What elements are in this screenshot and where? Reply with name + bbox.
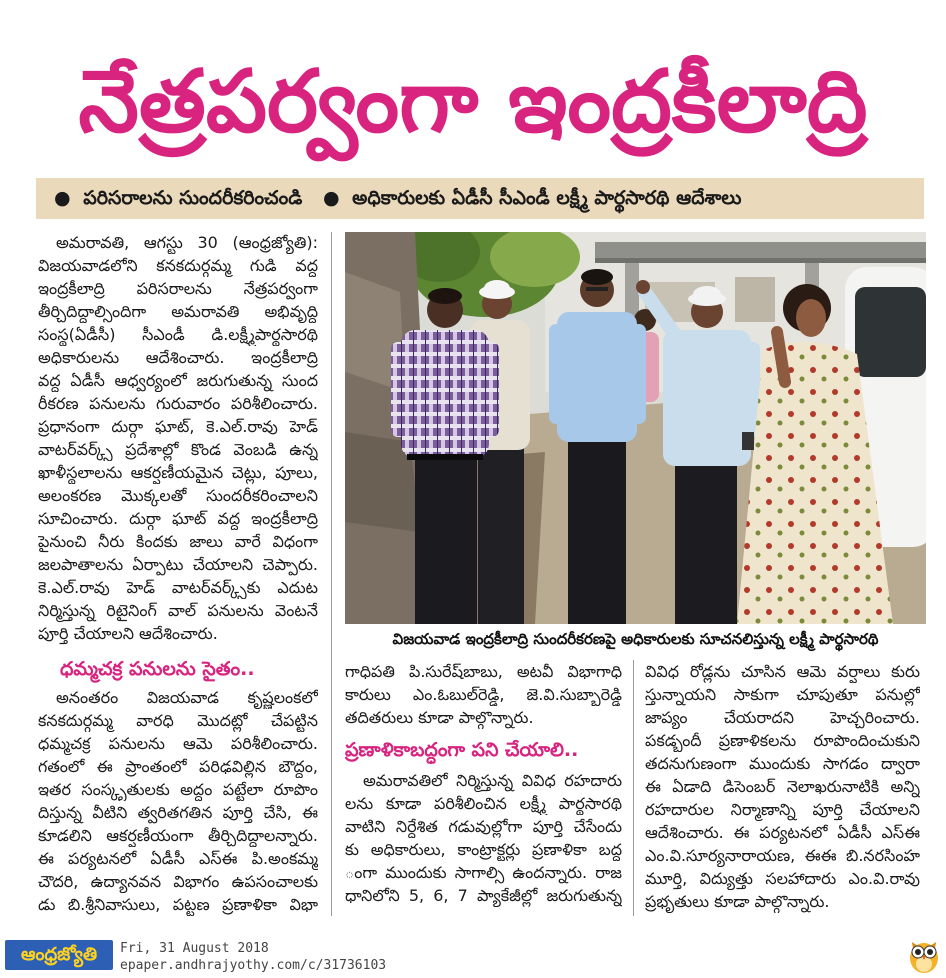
text-line: పూర్తి చేయాలని ఆదేశించారు. <box>38 624 218 643</box>
text-line: వాటర్‌వర్క్స్ ప్రదేశాల్లో కొండ వెంబడి ఉన్న <box>38 440 318 459</box>
text-line: కనకదుర్గమ్మ వారధి మొదట్లో చేపట్టిన <box>38 711 318 730</box>
text-line: గాధిపతి పి.సురేష్‌బాబు, అటవీ విభాగాధి <box>345 662 622 681</box>
owl-icon <box>906 936 942 974</box>
hand <box>636 280 650 294</box>
text-line: ప్రధానంగా దుర్గా ఘాట్, కె.ఎల్.రావు హెడ్ <box>38 417 318 436</box>
text-line: జలపాతాలను ఏర్పాటు చేయాలని చెప్పారు. <box>38 555 318 574</box>
trousers <box>478 444 524 624</box>
flyover-deck <box>595 242 926 258</box>
text-line: డు బి.శ్రీనివాసులు, పట్టణ ప్రణాళికా విభా <box>38 895 318 914</box>
text-line: ధానిలోని 5, 6, 7 ప్యాకేజీల్లో జరుగుతున్న <box>345 886 622 905</box>
hair <box>428 288 462 304</box>
belt <box>407 454 483 460</box>
text-line: తదితరులు కూడా పాల్గొన్నారు. <box>345 708 534 727</box>
text-line: విజయవాడలోని కనకదుర్గమ్మ గుడి వద్ద <box>38 256 318 275</box>
text-line: కూడలిని ఆకర్షణీయంగా తీర్చిదిద్దాలన్నారు. <box>38 826 318 845</box>
text-line: ఎం.వి.సూర్యనారాయణ, ఈఈ బి.నరసింహ <box>645 846 920 865</box>
text-line: ఈ ఏడాది డిసెంబర్ నెలాఖరునాటికి అన్ని <box>645 777 920 796</box>
left-column-paragraph <box>38 231 318 645</box>
section-subhead: ధమ్మచక్ర పనులను సైతం.. <box>60 658 255 680</box>
text-line: అనంతరం విజయవాడ కృష్ణలంకలో <box>56 688 318 707</box>
car-window <box>855 287 926 377</box>
shirt <box>663 330 751 466</box>
glasses <box>586 287 608 291</box>
text-line: ఆదేశించారు. ఈ పర్యటనలో ఏడీసీ ఎస్ఈ <box>645 823 920 842</box>
trousers <box>675 460 737 624</box>
text-line: గతంలో ఈ ప్రాంతంలో పరిఢవిల్లిన బౌద్ధం, <box>38 757 318 776</box>
text-line: పకడ్బందీ ప్రణాళికలను రూపొందించుకుని <box>645 731 920 750</box>
photo-caption: విజయవాడ ఇంద్రకీలాద్రి సుందరీకరణపై అధికారులకు సూచనలిస్తున్న లక్ష్మీ పార్థసారథి <box>392 630 879 648</box>
raised-arm <box>777 332 785 382</box>
text-line: చౌదరి, ఉద్యానవన విభాగం ఉపసంచాలకు <box>38 872 318 891</box>
text-line: కారులు ఎం.ఓబుల్‌రెడ్డి, జె.వి.సుబ్బారెడ్డి <box>345 685 622 704</box>
text-line: లను కూడా పరిశీలించిన లక్ష్మీ పార్థసారథి <box>345 794 622 813</box>
newspaper-logo: ఆంధ్రజ్యోతి <box>5 940 113 970</box>
middle-column-paragraph <box>345 660 622 729</box>
text-line: అధికారులను ఆదేశించారు. ఇంద్రకీలాద్రి <box>38 348 318 367</box>
shirt <box>401 330 489 458</box>
left-column-paragraph <box>38 686 318 916</box>
article-photo <box>345 232 926 624</box>
trousers <box>415 452 477 624</box>
publish-date: Fri, 31 August 2018 <box>120 941 269 956</box>
text-line: జాప్యం చేయరాదని హెచ్చరించారు. <box>645 708 920 727</box>
text-line: తీర్చిదిద్దాల్సిందిగా అమరావతి అభివృద్ధి <box>38 302 318 321</box>
headline: నేత్రపర్వంగా ఇంద్రకీలాద్రి <box>78 52 868 152</box>
text-line: దిస్తున్న వీటిని త్వరితగతిన పూర్తి చేసి, ఈ <box>38 803 318 822</box>
flyover-pillar <box>625 263 639 318</box>
text-line: ఇంద్రకీలాద్రి పరిసరాలను నేత్రపర్వంగా <box>38 279 318 298</box>
text-line: అమరావతి, ఆగస్టు 30 (ఆంధ్రజ్యోతి): <box>56 233 318 252</box>
flyover-edge <box>595 258 926 263</box>
shirt <box>557 312 637 442</box>
bullet-icon: ● <box>54 187 71 209</box>
cap <box>693 286 721 302</box>
text-line: కె.ఎల్.రావు హెడ్ వాటర్‌వర్క్స్‌కు ఎదుట <box>38 578 318 597</box>
right-column-paragraph <box>645 660 920 913</box>
epaper-url: epaper.andhrajyothy.com/c/31736103 <box>120 958 387 973</box>
bullet-icon: ● <box>322 187 340 209</box>
middle-column-paragraph <box>345 769 622 907</box>
column-divider <box>633 660 634 916</box>
face <box>796 299 826 337</box>
text-line: తదనుగుణంగా ముందుకు సాగడం ద్వారా <box>645 754 920 773</box>
deck-item: అధికారులకు ఏడీసీ సీఎండీ లక్ష్మీ పార్థసారథి ఆదేశాలు <box>352 187 742 209</box>
text-line: ఈ పర్యటనలో ఏడీసీ ఎస్ఈ పి.అంకమ్మ <box>38 849 318 868</box>
owl-pupil <box>915 949 921 955</box>
owl-icon-graphic <box>906 936 942 974</box>
text-line: ఖాళీస్థలాలను ఆకర్షణీయమైన చెట్లు, పూలు, <box>38 463 318 482</box>
section-subhead: ప్రణాళికాబద్ధంగా పని చేయాలి.. <box>345 739 579 761</box>
hair <box>581 269 613 285</box>
text-line: సంస్థ(ఏడీసీ) సీఎండీ డి.లక్ష్మీపార్థసారథి <box>38 325 318 344</box>
deck-bar <box>36 178 924 219</box>
text-line: పైనుంచి నీరు కిందకు జాలు వారే విధంగా <box>38 532 318 551</box>
owl-pupil <box>927 949 933 955</box>
text-line: ప్రభృతులు కూడా పాల్గొన్నారు. <box>645 892 830 911</box>
photo-illustration <box>345 232 926 624</box>
text-line: నిర్మిస్తున్న రిటైనింగ్ వాల్ పనులను వెంటనే <box>38 601 318 620</box>
text-line: స్తున్నాయని సాకుగా చూపుతూ పనుల్లో <box>645 685 920 704</box>
text-line: మూర్తి, విద్యుత్తు సలహాదారు ఎం.వి.రావు <box>645 869 920 888</box>
phone <box>742 432 754 450</box>
text-line: వద్ద ఏడీసీ ఆధ్వర్యంలో జరుగుతున్న సుంద <box>38 371 318 390</box>
text-line: వివిధ రోడ్లను చూసిన ఆమె వర్షాలు కురు <box>645 662 920 681</box>
text-line: రహదారుల నిర్మాణాన్ని పూర్తి చేయాలని <box>645 800 920 819</box>
text-line: కు అధికారులు, కాంట్రాక్టర్లు ప్రణాళికా బద్ధ <box>345 840 622 859</box>
text-line: అలంకరణ మొక్కలతో సుందరీకరించాలని <box>38 486 318 505</box>
deck-item: పరిసరాలను సుందరీకరించండి <box>83 187 303 209</box>
text-line: వాటిని నిర్దేశిత గడువుల్లోగా పూర్తి చేసేందు <box>345 817 622 836</box>
text-line: ధమ్మచక్ర పనులను ఆమె పరిశీలించారు. <box>38 734 318 753</box>
text-line: సూచించారు. దుర్గా ఘాట్ వద్ద ఇంద్రకీలాద్రి <box>38 509 318 528</box>
cap <box>484 280 510 296</box>
column-divider <box>331 232 332 916</box>
text-line: రీకరణ పనులను గురువారం పరిశీలించారు. <box>38 394 318 413</box>
text-line: ఇతర సంస్కృతులకు అద్దం పట్టేలా రూపొం <box>38 780 318 799</box>
trousers <box>568 437 626 624</box>
building <box>735 277 775 322</box>
text-line: ంగా ముందుకు సాగాల్సి ఉందన్నారు. రాజ <box>345 863 622 882</box>
text-line: అమరావతిలో నిర్మిస్తున్న వివిధ రహదారు <box>363 771 622 790</box>
